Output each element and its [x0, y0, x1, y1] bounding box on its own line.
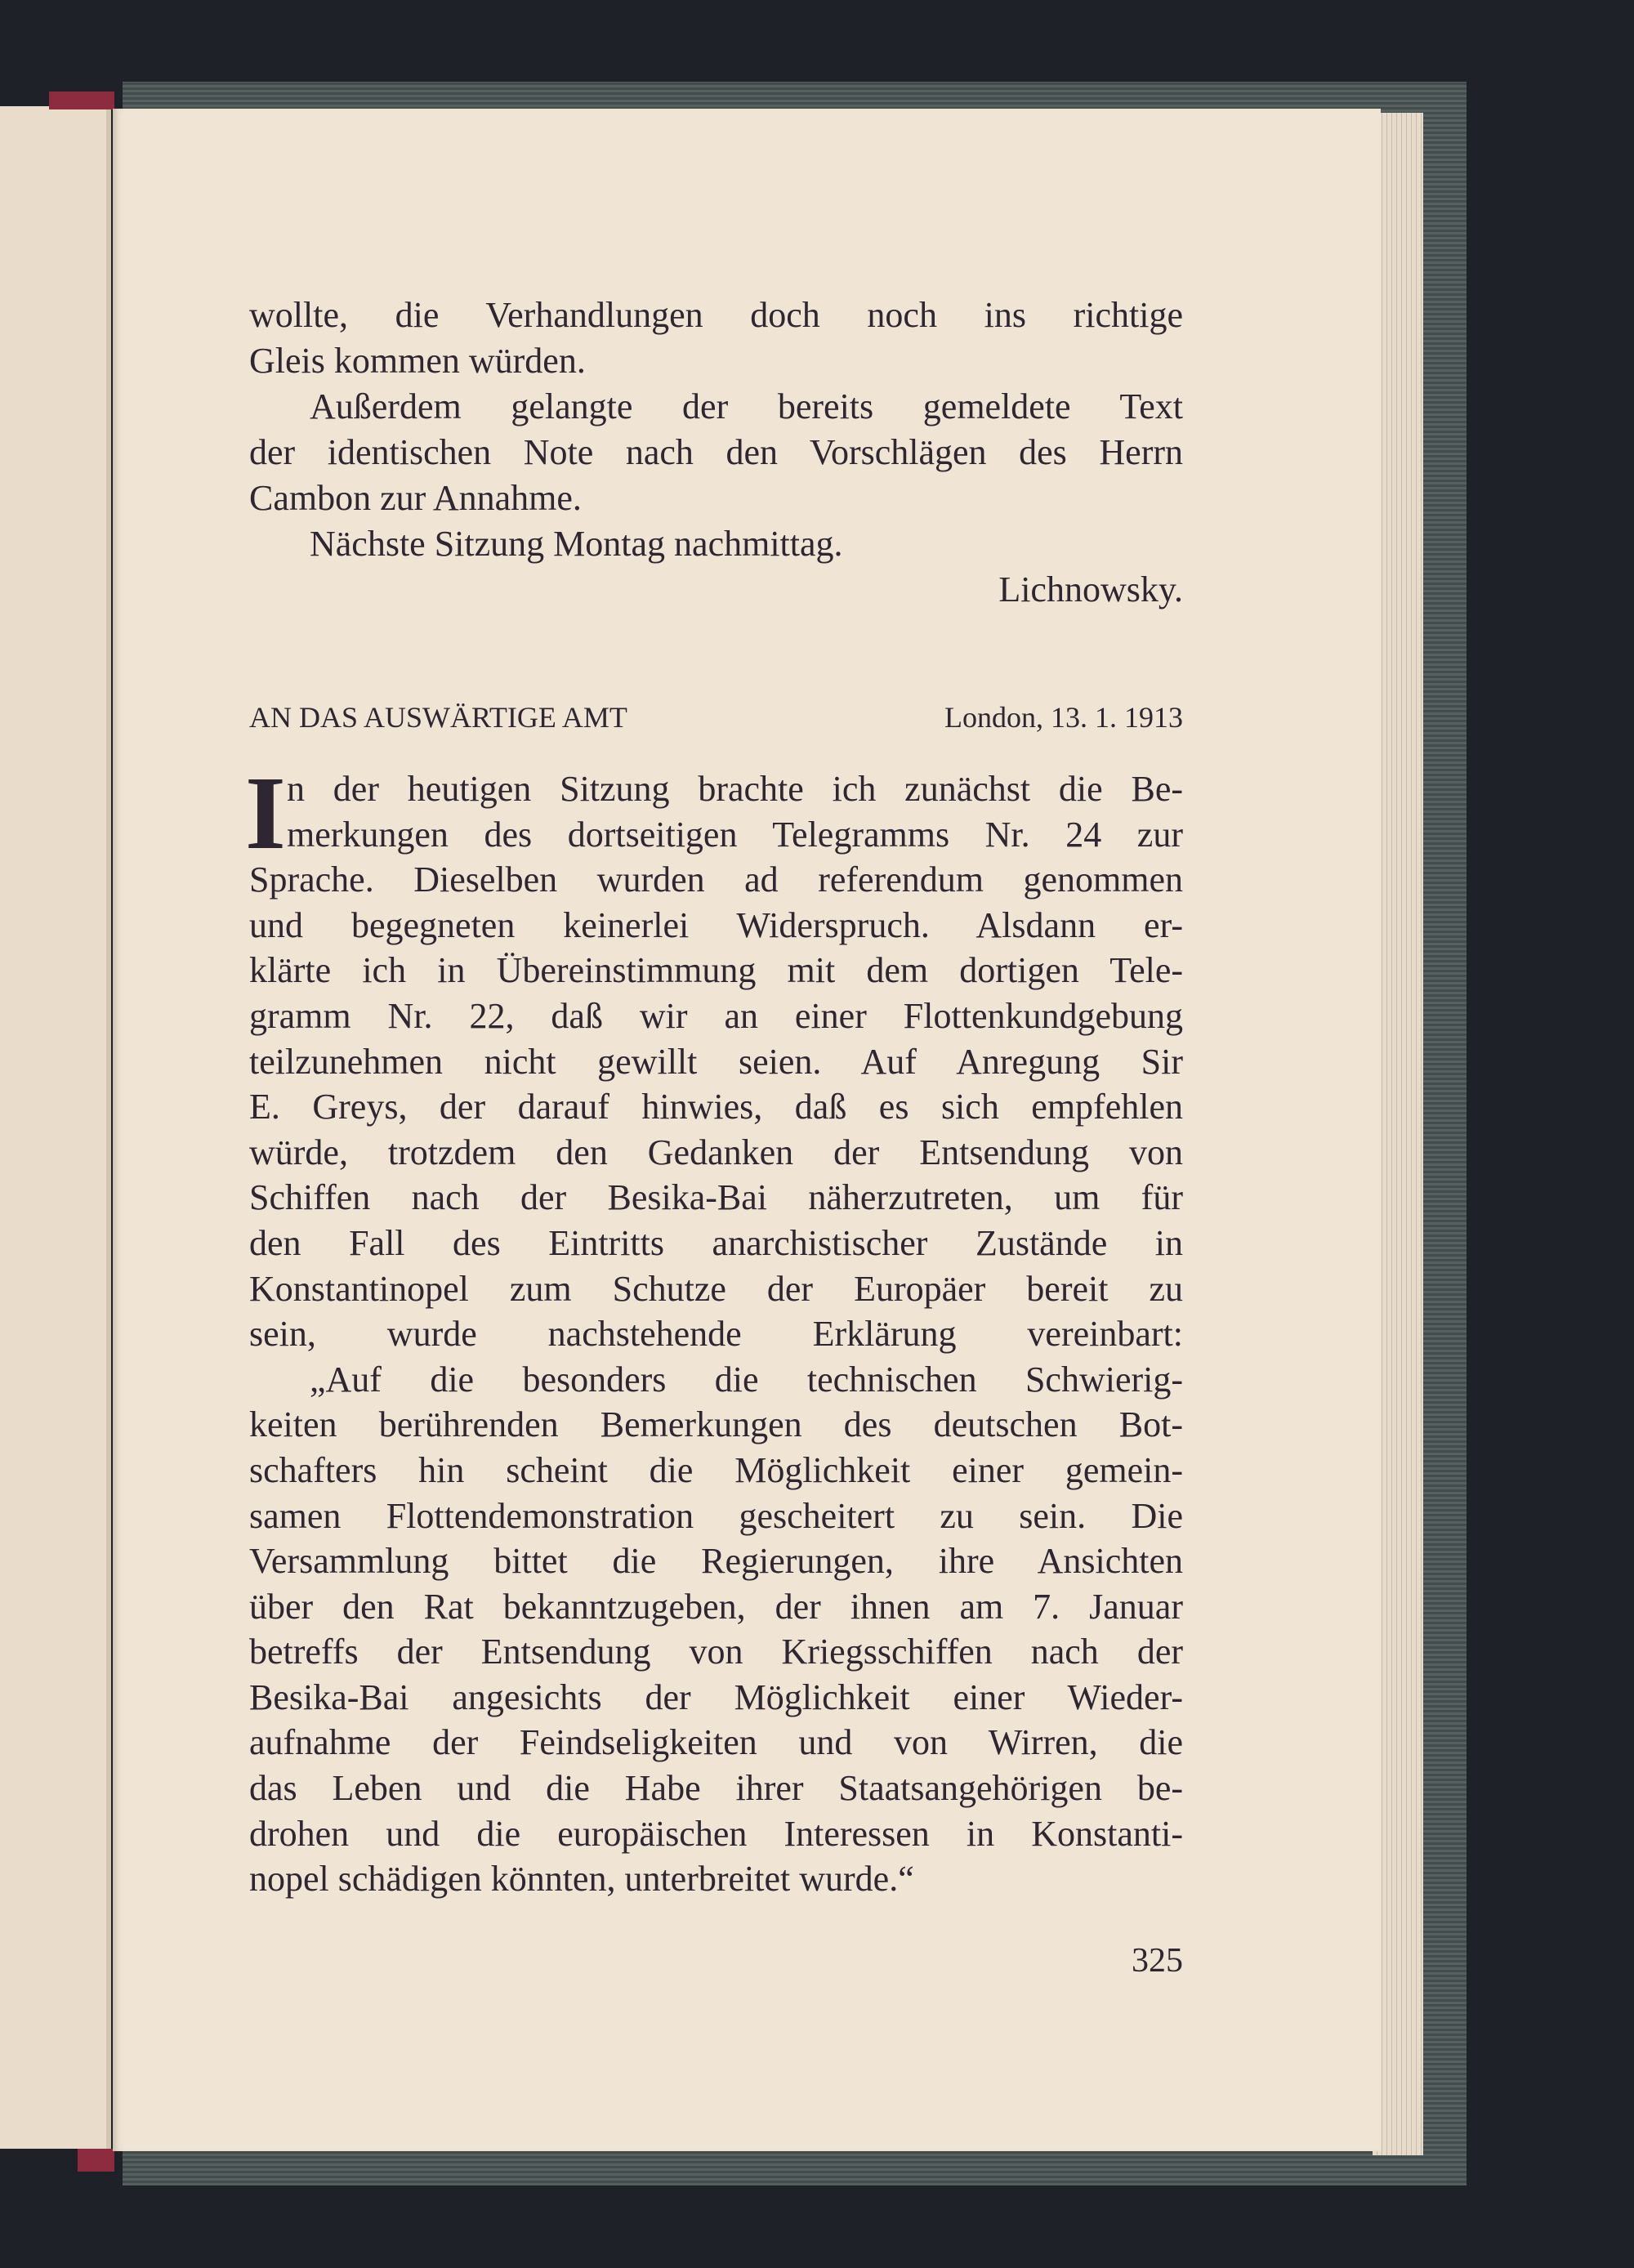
signature: Lichnowsky.	[998, 569, 1183, 609]
text-line: wollte, die Verhandlungen doch noch ins richtige	[249, 295, 1183, 335]
text-line: klärte ich in Übereinstimmung mit dem dortigen Tele-	[249, 950, 1183, 991]
headband	[49, 92, 114, 109]
text-line: nopel schädigen könnten, unterbreitet wurde.“	[249, 1859, 914, 1900]
text-line: den Fall des Eintritts anarchistischer Zustände in	[249, 1222, 1183, 1263]
text-line: würde, trotzdem den Gedanken der Entsendung von	[249, 1132, 1183, 1172]
text-line: Nächste Sitzung Montag nachmittag.	[310, 524, 843, 564]
text-line: das Leben und die Habe ihrer Staatsangehörigen be-	[249, 1768, 1183, 1809]
text-line: Besika-Bai angesichts der Möglichkeit einer Wieder-	[249, 1676, 1183, 1717]
text-line: Versammlung bittet die Regierungen, ihre Ansichten	[249, 1541, 1183, 1582]
text-line: aufnahme der Feindseligkeiten und von Wirren, die	[249, 1722, 1183, 1763]
left-page	[0, 106, 111, 2149]
text-block-continuation	[249, 292, 1183, 613]
text-line: n der heutigen Sitzung brachte ich zunächst die Be-	[287, 769, 1183, 809]
text-line: Cambon zur Annahme.	[249, 478, 582, 518]
text-line: „Auf die besonders die technischen Schwierig-	[310, 1359, 1183, 1400]
text-line: teilzunehmen nicht gewillt seien. Auf Anregung Sir	[249, 1041, 1183, 1082]
letter-heading	[249, 694, 1183, 740]
text-line: E. Greys, der darauf hinwies, daß es sich empfehlen	[249, 1087, 1183, 1127]
place-date: London, 13. 1. 1913	[944, 701, 1183, 734]
recipient: AN DAS AUSWÄRTIGE AMT	[249, 701, 627, 734]
text-line: und begegneten keinerlei Widerspruch. Alsdann er-	[249, 904, 1183, 945]
text-line: keiten berührenden Bemerkungen des deutschen Bot-	[249, 1404, 1183, 1445]
text-line: Gleis kommen würden.	[249, 341, 586, 381]
text-line: betreffs der Entsendung von Kriegsschiffen nach der	[249, 1632, 1183, 1672]
text-line: gramm Nr. 22, daß wir an einer Flottenkundgebung	[249, 995, 1183, 1036]
text-line: Konstantinopel zum Schutze der Europäer bereit zu	[249, 1268, 1183, 1309]
drop-cap: I	[245, 755, 286, 871]
text-line: samen Flottendemonstration gescheitert zu sein. Die	[249, 1495, 1183, 1536]
text-line: merkungen des dortseitigen Telegramms Nr. 24 zur	[287, 814, 1183, 855]
tailband	[78, 2149, 114, 2172]
text-line: Sprache. Dieselben wurden ad referendum genommen	[249, 859, 1183, 900]
text-line: der identischen Note nach den Vorschlägen des Herrn	[249, 432, 1183, 472]
letter-body	[249, 766, 1183, 1902]
text-line: sein, wurde nachstehende Erklärung vereinbart:	[249, 1314, 1183, 1355]
text-line: Schiffen nach der Besika-Bai näherzutreten, um für	[249, 1177, 1183, 1218]
text-line: Außerdem gelangte der bereits gemeldete Text	[310, 386, 1183, 426]
text-line: über den Rat bekanntzugeben, der ihnen am 7. Januar	[249, 1586, 1183, 1627]
text-line: schafters hin scheint die Möglichkeit einer gemein-	[249, 1449, 1183, 1490]
page-number: 325	[1132, 1942, 1183, 1980]
text-line: drohen und die europäischen Interessen in Konstanti-	[249, 1813, 1183, 1854]
